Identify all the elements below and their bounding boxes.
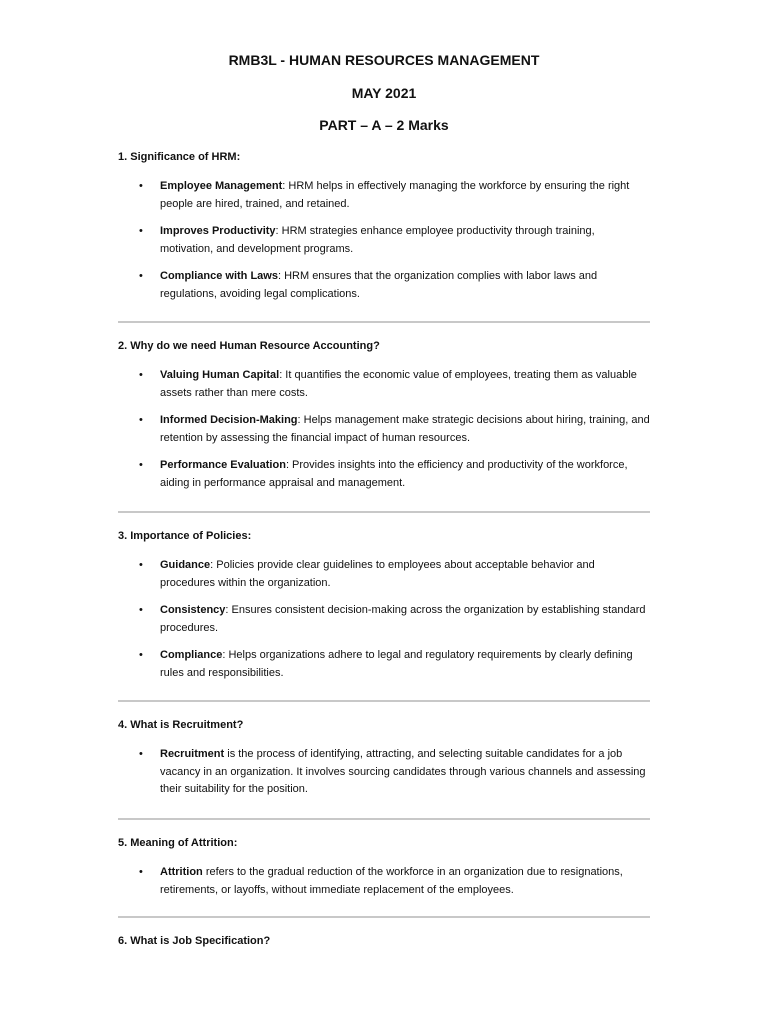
- question-heading: 3. Importance of Policies:: [118, 530, 252, 542]
- item-text: : HRM strategies enhance employee productivity through training, motivation, and development programs.: [160, 225, 595, 255]
- list-item: [118, 412, 650, 447]
- section-divider: [118, 700, 650, 702]
- list-item: [118, 557, 650, 592]
- item-term: Valuing Human Capital: [160, 369, 280, 381]
- document-title: RMB3L - HUMAN RESOURCES MANAGEMENT: [228, 52, 540, 68]
- question-5: [118, 836, 650, 899]
- exam-date: MAY 2021: [351, 85, 417, 101]
- bullet-icon: •: [139, 459, 143, 471]
- item-text: : HRM ensures that the organization complies with labor laws and regulations, avoiding legal complications.: [160, 270, 598, 300]
- item-text: : Helps organizations adhere to legal and regulatory requirements by clearly defining rules and responsibilities.: [160, 649, 633, 679]
- answer-list: [118, 367, 650, 492]
- bullet-icon: •: [139, 414, 143, 426]
- question-heading: 5. Meaning of Attrition:: [118, 837, 238, 849]
- question-4: [118, 718, 650, 799]
- answer-list: [118, 178, 650, 303]
- answer-list: [118, 557, 650, 682]
- item-term: Performance Evaluation: [160, 459, 286, 471]
- item-text: : Helps management make strategic decisions about hiring, training, and retention by assessing the financial impact of human resources.: [160, 414, 650, 444]
- list-item: [118, 223, 650, 258]
- question-heading: 6. What is Job Specification?: [118, 935, 271, 947]
- item-text: : HRM helps in effectively managing the workforce by ensuring the right people are hired, trained, and retained.: [160, 180, 630, 210]
- bullet-icon: •: [139, 559, 143, 571]
- question-heading: 1. Significance of HRM:: [118, 151, 241, 163]
- bullet-icon: •: [139, 270, 143, 282]
- bullet-icon: •: [139, 604, 143, 616]
- item-term: Attrition: [160, 866, 203, 878]
- item-term: Compliance with Laws: [160, 270, 278, 282]
- list-item: [118, 746, 650, 799]
- list-item: [118, 647, 650, 682]
- question-3: [118, 529, 650, 682]
- question-6: [118, 934, 650, 948]
- item-term: Informed Decision-Making: [160, 414, 298, 426]
- item-text: is the process of identifying, attracting, and selecting suitable candidates for a job vacancy in an organization. It involves sourcing candidates through various channels and assessing their suitability for the position.: [160, 748, 646, 795]
- question-heading: 4. What is Recruitment?: [118, 719, 244, 731]
- answer-list: [118, 864, 650, 899]
- bullet-icon: •: [139, 866, 143, 878]
- bullet-icon: •: [139, 180, 143, 192]
- section-divider: [118, 818, 650, 820]
- item-term: Guidance: [160, 559, 211, 571]
- list-item: [118, 457, 650, 492]
- section-divider: [118, 511, 650, 513]
- section-divider: [118, 916, 650, 918]
- answer-list: [118, 746, 650, 799]
- question-heading: 2. Why do we need Human Resource Accounting?: [118, 340, 380, 352]
- list-item: [118, 602, 650, 637]
- item-text: : Ensures consistent decision-making across the organization by establishing standard procedures.: [160, 604, 646, 634]
- bullet-icon: •: [139, 225, 143, 237]
- item-text: : Policies provide clear guidelines to employees about acceptable behavior and procedures within the organization.: [160, 559, 595, 589]
- item-text: : Provides insights into the efficiency and productivity of the workforce, aiding in performance appraisal and management.: [160, 459, 628, 489]
- list-item: [118, 178, 650, 213]
- item-term: Employee Management: [160, 180, 283, 192]
- question-2: [118, 339, 650, 492]
- bullet-icon: •: [139, 649, 143, 661]
- item-term: Improves Productivity: [160, 225, 276, 237]
- section-divider: [118, 321, 650, 323]
- list-item: [118, 268, 650, 303]
- item-term: Recruitment: [160, 748, 225, 760]
- question-1: [118, 150, 650, 303]
- part-heading: PART – A – 2 Marks: [319, 117, 449, 133]
- bullet-icon: •: [139, 748, 143, 760]
- bullet-icon: •: [139, 369, 143, 381]
- list-item: [118, 367, 650, 402]
- item-term: Consistency: [160, 604, 226, 616]
- item-text: : It quantifies the economic value of employees, treating them as valuable assets rather than mere costs.: [160, 369, 637, 399]
- list-item: [118, 864, 650, 899]
- item-term: Compliance: [160, 649, 223, 661]
- item-text: refers to the gradual reduction of the workforce in an organization due to resignations, retirements, or layoffs, without immediate replacement of the employees.: [160, 866, 623, 896]
